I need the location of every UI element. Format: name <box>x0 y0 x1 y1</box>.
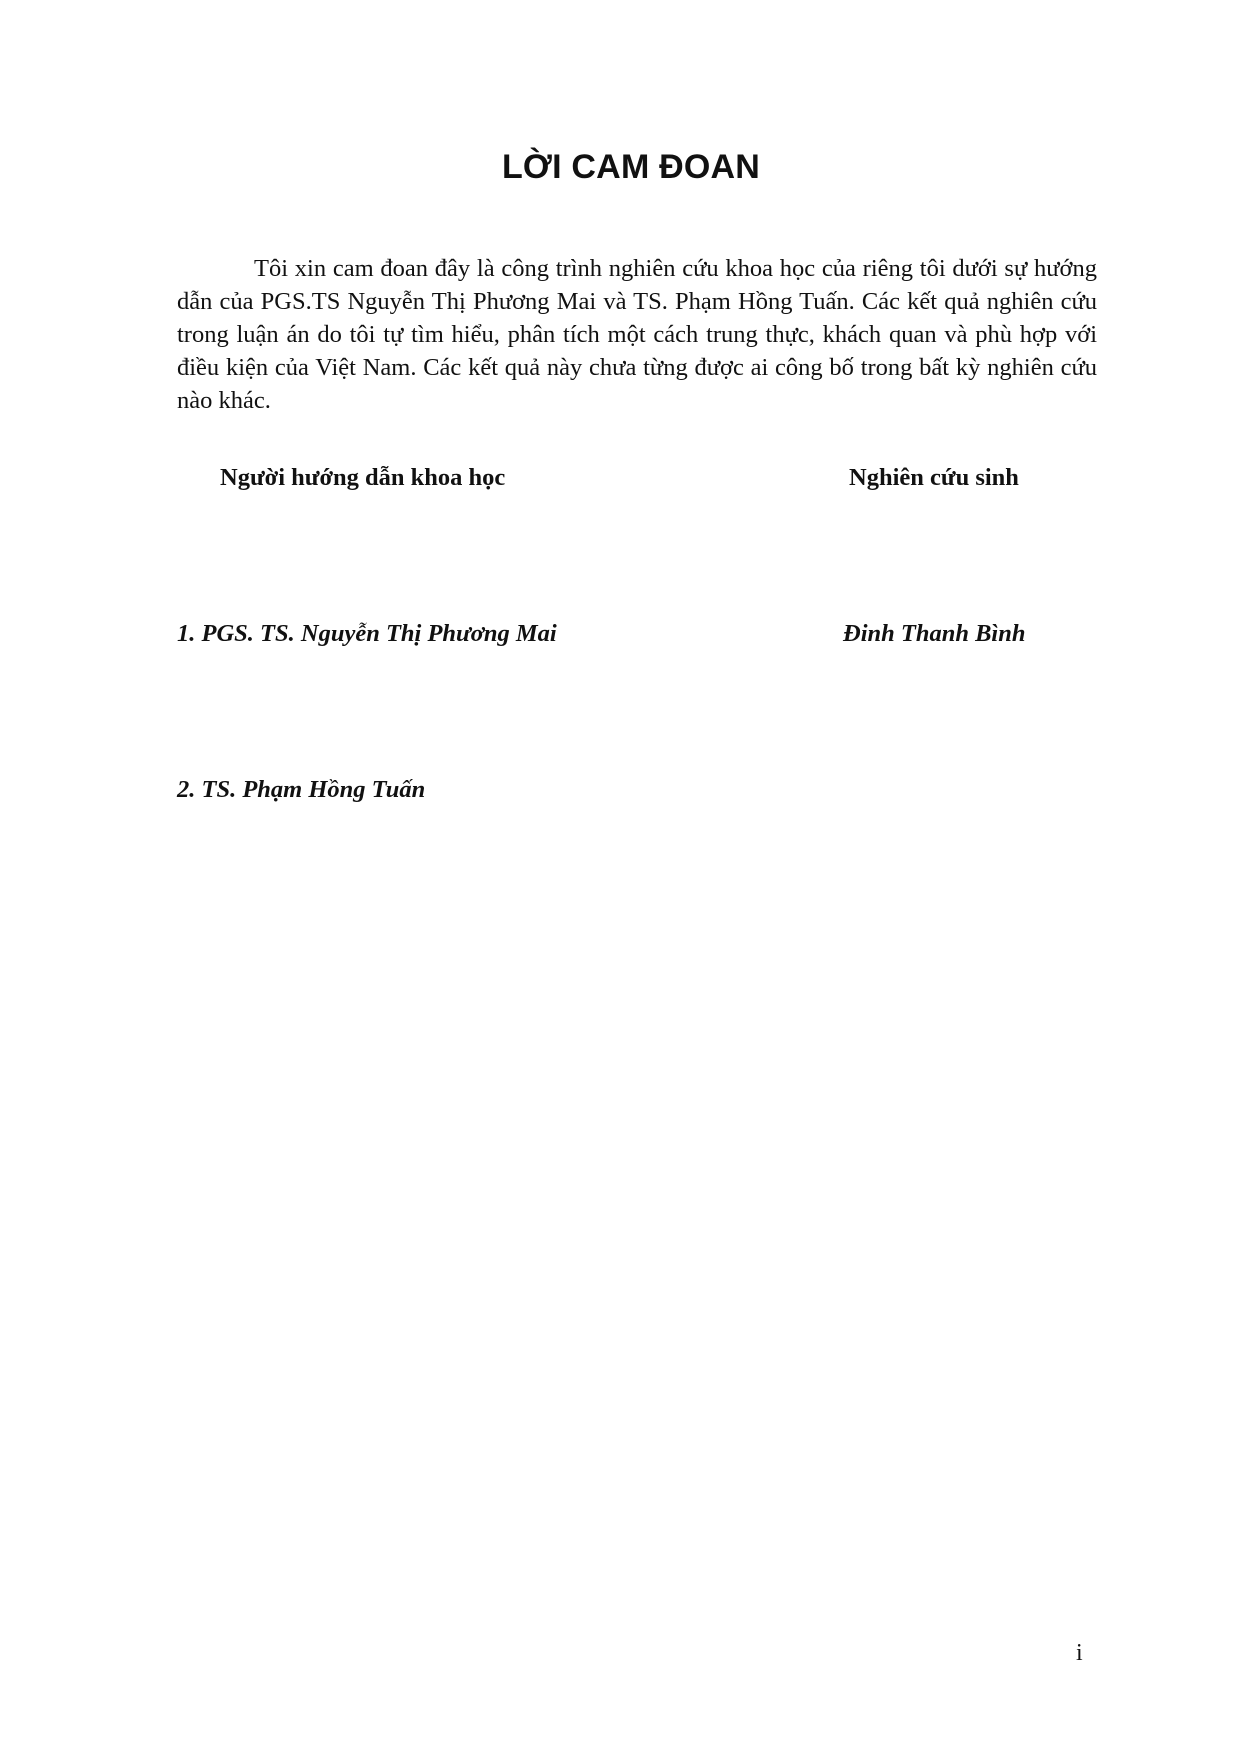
page-title: LỜI CAM ĐOAN <box>501 148 761 186</box>
advisor-1-name: 1. PGS. TS. Nguyễn Thị Phương Mai <box>177 620 557 647</box>
declaration-paragraph: Tôi xin cam đoan đây là công trình nghiên cứu khoa học của riêng tôi dưới sự hướng dẫn của PGS.TS Nguyễn Thị Phương Mai và TS. Phạm Hồng Tuấn. Các kết quả nghiên cứu trong luận án do tôi tự tìm hiểu, phân tích một cách trung thực, khách quan và phù hợp với điều kiện của Việt Nam. Các kết quả này chưa từng được ai công bố trong bất kỳ nghiên cứu nào khác. <box>177 255 1097 414</box>
advisor-2-name: 2. TS. Phạm Hồng Tuấn <box>177 776 426 803</box>
student-name: Đinh Thanh Bình <box>843 620 1026 647</box>
page-number: i <box>1076 1640 1083 1666</box>
student-heading: Nghiên cứu sinh <box>849 464 1019 491</box>
advisor-heading: Người hướng dẫn khoa học <box>220 464 506 491</box>
